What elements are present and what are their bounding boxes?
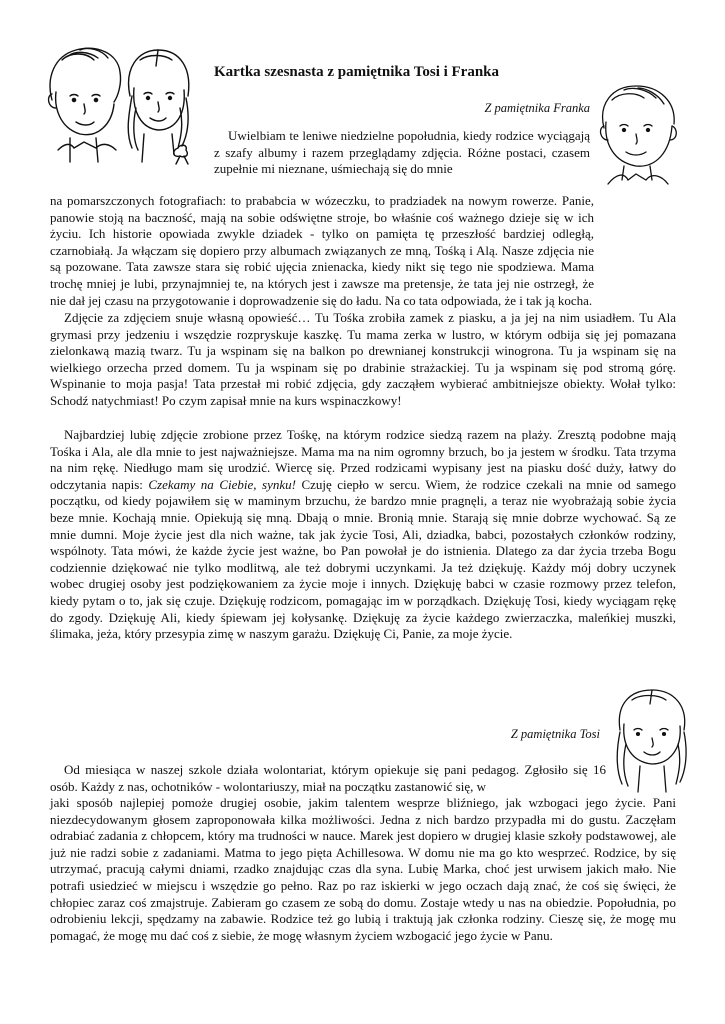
girl-drawing <box>128 50 189 164</box>
tosia-paragraph-1-part-a: Od miesiąca w naszej szkole działa wolontariat, którym opiekuje się pani pedagog. Zgłosiło się 16 osób. Każdy z nas, ochotników - wolontariuszy, miał na początku zastanowić się, w <box>50 762 606 794</box>
franek-paragraph-3-after: Czuję ciepło w sercu. Wiem, że rodzice czekali na mnie od samego początku, od kiedy pojawiłem się w maminym brzuchu, że bardzo mnie pragnęli, a teraz nie wyobrażają sobie życia beze mnie. Kochają mnie. Opiekują się mną. Dbają o mnie. Bronią mnie. Starają się mnie dobrze wychować. Są ze mnie dumni. Moje życie jest dla nich ważne, tak jak życie Tosi, Ali, dziadka, babci, pozostałych członków rodziny, wspólnoty. Tata mówi, że każde życie jest ważne, bo Pan powołał je do istnienia. Dlatego za dar życia trzeba Bogu codziennie dziękować nie tylko modlitwą, ale też dobrymi uczynkami. Ja też dziękuję. Każdy mój dobry uczynek wobec drugiej osoby jest podziękowaniem za życie moje i innych. Dziękuję babci w czasie rozmowy przez telefon, kiedy pytam o to, jak się czuje. Dziękuję rodzicom, pomagając im w porządkach. Dziękuję Tosi, kiedy wyciągam rękę do zgody. Dziękuję Ali, kiedy śpiewam jej kołysankę. Dziękuję za życie każdego zwierzaczka, maleńkiej muszki, ślimaka, jeża, który przesypia zimę w naszym garażu. Dziękuję Ci, Panie, za moje życie. <box>50 476 676 642</box>
page-title: Kartka szesnasta z pamiętnika Tosi i Franka <box>214 64 500 80</box>
tosia-paragraph-1-part-b: jaki sposób najlepiej pomoże drugiej osobie, jakim talentem wesprze bliźniego, jak wzbogaci jego życie. Pani niezdecydowanym głosem zaproponowała kilka możliwości. Jedna z nich bardzo przypadła mi do gustu. Zaczęłam odrabiać zadania z chłopcem, który ma trudności w nauce. Marek jest dopiero w drugiej klasie szkoły podstawowej, ale już nie radzi sobie z zadaniami. Matma to jego pięta Achillesowa. W domu nie ma go kto wesprzeć. Rodzice, by się utrzymać, pracują całymi dniami, rzadko znajdując czas dla syna. Lubię Marka, choć jest urwisem jakich mało. Nie potrafi usiedzieć w miejscu i wszędzie go pełno. Raz po raz iskierki w jego oczach dają znać, że coś się święci, że chłopiec zaraz coś zmajstruje. Zabieram go czasem ze sobą do domu. Zostaje wtedy u nas na obiedzie. Popołudnia, po odrobieniu lekcji, spędzamy na zabawie. Rodzice też go lubią i traktują jak członka rodziny. Cieszę się, że mogę mu pomagać, że mogę mu dać coś z siebie, że mogę własnym życiem wzbogacić jego życie w Panu. <box>50 795 676 943</box>
franek-paragraph-2: Zdjęcie za zdjęciem snuje własną opowieść… Tu Tośka zrobiła zamek z piasku, a ja jej na nim usiadłem. Tu Ala grymasi przy jedzeniu i wszędzie rozpryskuje kaszkę. Tu mama zerka w lustro, w którym odbija się jej pomazana zielonkawą mazią twarz. Tu ja wspinam się na balkon po drewnianej konstrukcji winogrona. Tu ja wspinam się na wielkiego orzecha przed domem. Tu ja wspinam się po drabinie strażackiej. Tu ja wspinam się pod stromą górę. Wspinanie to moja pasja! Tata przestał mi robić zdjęcia, gdy zacząłem wybierać ambitniejsze obiekty. Wołał tylko: Schodź natychmiast! Po czym zapisał mnie na kurs wspinaczkowy! <box>50 310 676 408</box>
franek-paragraph-1-part-a: Uwielbiam te leniwe niedzielne popołudnia, kiedy rodzice wyciągają z szafy albumy i razem przeglądamy zdjęcia. Różne postaci, czasem zupełnie mi nieznane, uśmiechają się do mnie <box>214 128 590 177</box>
beach-inscription: Czekamy na Ciebie, synku! <box>148 476 296 492</box>
boy-drawing <box>49 48 121 162</box>
franek-paragraph-3 <box>50 427 676 643</box>
girl-portrait-illustration <box>612 686 692 796</box>
franek-paragraph-3-before: Najbardziej lubię zdjęcie zrobione przez Tośkę, na którym rodzice siedzą razem na plaży. Zresztą podobne mają Tośka i Ala, ale dla mnie to jest najważniejsze. Mama ma na nim ogromny brzuch, bo ja jestem w środku. Tata trzyma na nim rękę. Niedługo mam się urodzić. Wiercę się. Przed rodzicami wypisany jest na piasku dość duży, łatwy do odczytania napis: <box>50 427 676 492</box>
franek-diary-heading: Z pamiętnika Franka <box>484 101 590 115</box>
tosia-diary-heading: Z pamiętnika Tosi <box>510 727 600 741</box>
boy-portrait-illustration <box>594 80 686 190</box>
children-illustration <box>40 38 210 168</box>
franek-paragraph-1-part-b: na pomarszczonych fotografiach: to prababcia w wózeczku, to pradziadek na nowym rowerze. Panie, panowie stoją na baczność, mają na sobie odświętne stroje, bo właśnie coś ważnego dzieje się w ich życiu. Ich historie opowiada zwykle dziadek - tylko on pamięta tę przeszłość bardziej odległą, czarnobiałą. Ja włączam się dopiero przy albumach związanych ze mną, Tośką i Alą. Nasze zdjęcia nie są pozowane. Tata zawsze stara się robić ujęcia znienacka, kiedy nikt się tego nie spodziewa. Mama trochę mniej je lubi, przynajmniej te, na których jest i zawsze ma pretensje, że tata jej nie ostrzegł, że nie dał jej czasu na przygotowanie i doprowadzenie się do ładu. Na co tata odpowiada, że i tak ją kocha. <box>50 193 594 308</box>
